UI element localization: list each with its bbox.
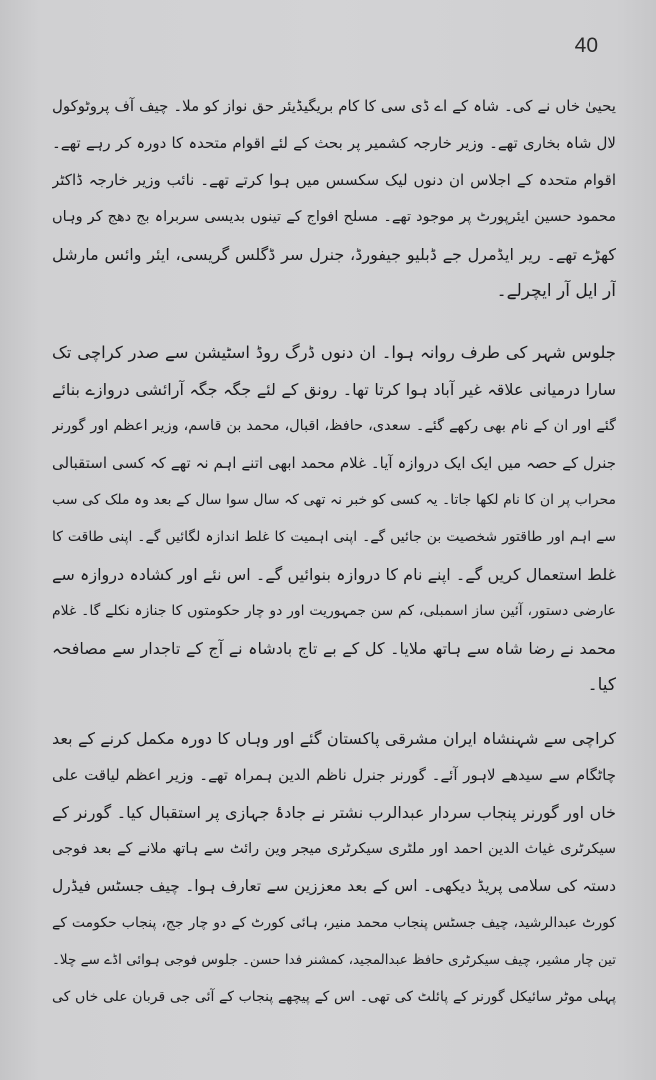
page-number: 40 [574,34,598,57]
paragraph-2 [52,334,616,704]
text-line: سیکرٹری غیاث الدین احمد اور ملٹری سیکرٹری میجر وین رائٹ سے ہاتھ ملانے کے بعد فوجی [52,841,616,857]
text-line: غلط استعمال کریں گے۔ اپنے نام کا دروازہ بنوائیں گے۔ اس نئے اور کشادہ دروازہ سے [52,565,616,584]
text-line: یحییٰ خاں نے کی۔ شاہ کے اے ڈی سی کا کام بریگیڈیئر حق نواز کو ملا۔ چیف آف پروٹوکول [52,97,616,115]
text-line: آر ایل آر ایچرلے۔ [496,281,616,301]
text-line: خاں اور گورنر پنجاب سردار عبدالرب نشتر نے جادۂ جہازی پر استقبال کیا۔ گورنر کے [52,803,616,822]
text-line: تین چار مشیر، چیف سیکرٹری حافظ عبدالمجید، کمشنر فدا حسن۔ جلوس فوجی ہوائی اڈے سے چلا۔ [52,952,616,968]
text-line: محمود حسین ایئرپورٹ پر موجود تھے۔ مسلح افواج کے تینوں بدیسی سربراہ بج دھج کر وہاں [52,209,616,225]
text-line: جلوس شہر کی طرف روانہ ہوا۔ ان دنوں ڈرگ روڈ اسٹیشن سے صدر کراچی تک [52,343,616,362]
text-line: سارا درمیانی علاقہ غیر آباد ہوا کرتا تھا۔ رونق کے لئے جگہ جگہ آرائشی دروازے بنائے [52,380,616,399]
text-line: پہلی موٹر سائیکل گورنر کے پائلٹ کی تھی۔ اس کے پیچھے پنجاب کے آئی جی قربان علی خاں کی [52,989,616,1005]
text-line: کورٹ عبدالرشید، چیف جسٹس پنجاب محمد منیر، ہائی کورٹ کے دو چار جج، پنجاب حکومت کے [52,915,616,931]
text-line: سے اہم اور طاقتور شخصیت بن جائیں گے۔ اپنی اہمیت کا غلط اندازہ لگائیں گے۔ اپنی طاقت کا [52,529,616,545]
text-line: دستہ کی سلامی پریڈ دیکھی۔ اس کے بعد معززین سے تعارف ہوا۔ چیف جسٹس فیڈرل [52,877,616,895]
text-line: گئے اور ان کے نام بھی رکھے گئے۔ سعدی، حافظ، اقبال، محمد بن قاسم، وزیر اعظم اور گورنر [52,418,616,434]
text-line: کیا۔ [587,675,616,695]
paragraph-3 [52,720,616,1016]
text-line: محراب پر ان کا نام لکھا جاتا۔ یہ کسی کو خبر نہ تھی کہ سال سوا سال کے بعد وہ ملک کی سب [52,492,616,508]
text-line: کراچی سے شہنشاہ ایران مشرقی پاکستان گئے اور وہاں کا دورہ مکمل کرنے کے بعد [52,729,616,748]
text-line: لال شاہ بخاری تھے۔ وزیر خارجہ کشمیر پر بحث کے لئے اقوام متحدہ کا دورہ کر رہے تھے۔ [52,134,616,152]
text-line: عارضی دستور، آئین ساز اسمبلی، کم سن جمہوریت اور دو چار حکومتوں کا جنازہ نکلے گا۔ غلام [52,603,616,619]
paragraph-1 [52,88,616,310]
text-line: جنرل کے حصہ میں ایک ایک دروازہ آیا۔ غلام محمد ابھی اتنے اہم نہ تھے کہ کسی استقبالی [52,454,616,472]
text-line: چاٹگام سے سیدھے لاہور آئے۔ گورنر جنرل ناظم الدین ہمراہ تھے۔ وزیر اعظم لیاقت علی [52,766,616,784]
text-line: کھڑے تھے۔ ریر ایڈمرل جے ڈبلیو جیفورڈ، جنرل سر ڈگلس گریسی، ایئر وائس مارشل [52,245,616,264]
text-line: محمد نے رضا شاہ سے ہاتھ ملایا۔ کل کے بے تاج بادشاہ نے آج کے تاجدار سے مصافحہ [52,639,616,658]
text-line: اقوام متحدہ کے اجلاس ان دنوں لیک سکسس میں ہوا کرتے تھے۔ نائب وزیر خارجہ ڈاکٹر [52,171,616,189]
